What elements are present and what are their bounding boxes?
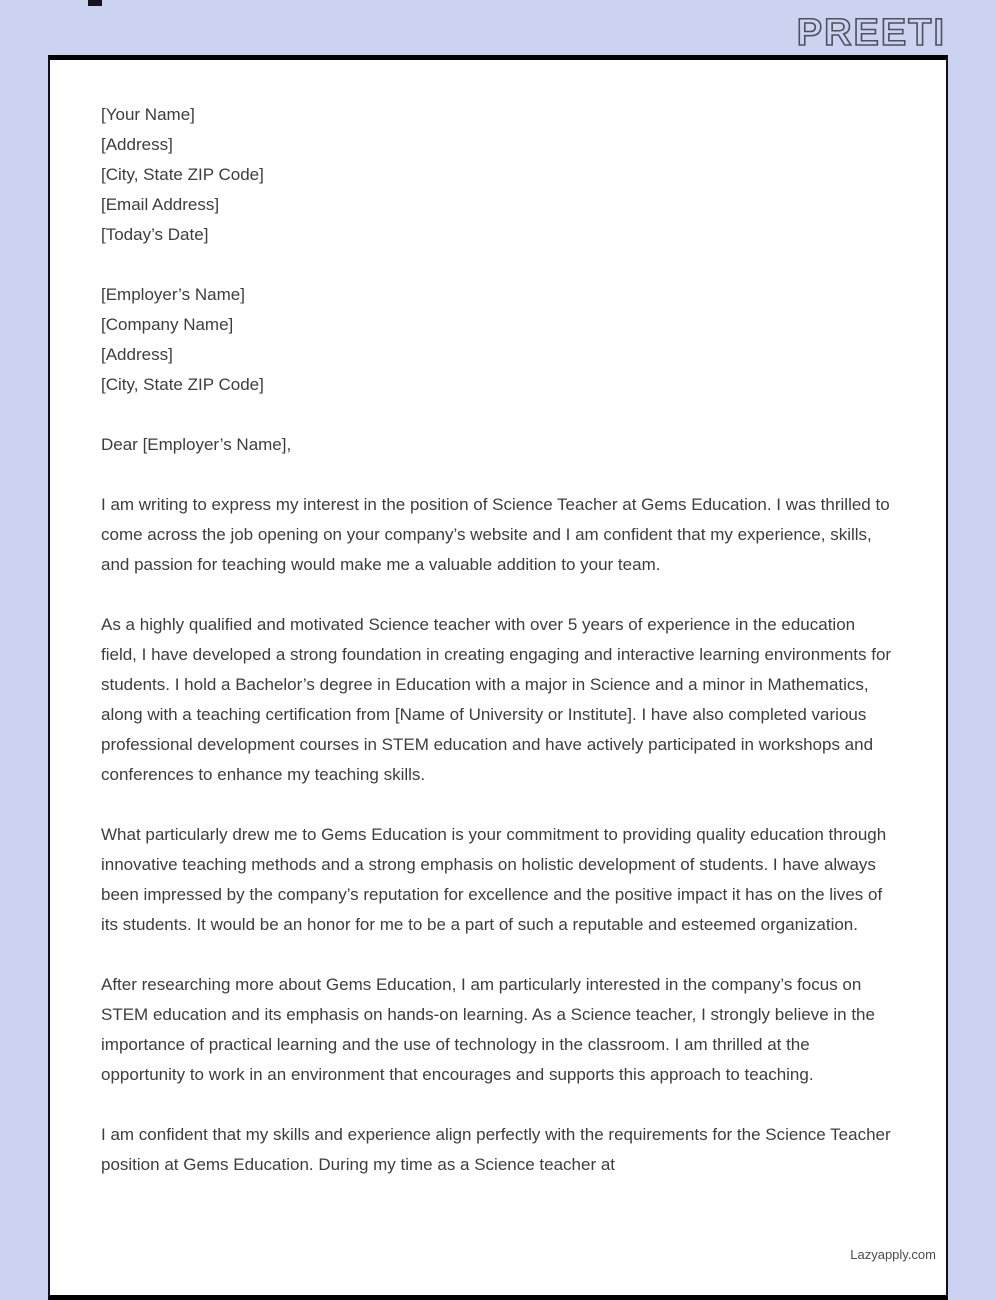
artifact-mark (88, 0, 102, 6)
letter-paragraph-motivation: What particularly drew me to Gems Education is your commitment to providing quality education through innovative teaching methods and a strong emphasis on holistic development of students. I have always been impressed by the company’s reputation for excellence and the positive impact it has on the lives of its students. It would be an honor for me to be a part of such a reputable and esteemed organization. (101, 825, 887, 934)
watermark-lazyapply: Lazyapply.com (850, 1247, 936, 1262)
brand-logo-preeti: PREETI (796, 12, 946, 54)
recipient-city-state-zip: [City, State ZIP Code] (101, 375, 264, 394)
letter-paragraph-fit: I am confident that my skills and experience align perfectly with the requirements for the Science Teacher position at Gems Education. During my time as a Science teacher at (101, 1125, 891, 1174)
letter-paragraph-qualifications: As a highly qualified and motivated Science teacher with over 5 years of experience in the education field, I have developed a strong foundation in creating engaging and interactive learning environments for students. I hold a Bachelor’s degree in Education with a major in Science and a minor in Mathematics, along with a teaching certification from [Name of University or Institute]. I have also completed various professional development courses in STEM education and have actively participated in workshops and conferences to enhance my teaching skills. (101, 615, 892, 784)
salutation: Dear [Employer’s Name], (101, 435, 292, 454)
recipient-name: [Employer’s Name] (101, 285, 245, 304)
sender-address-block (101, 100, 894, 250)
letter-content (50, 60, 946, 1180)
recipient-company: [Company Name] (101, 315, 234, 334)
sender-address: [Address] (101, 135, 173, 154)
sender-email: [Email Address] (101, 195, 220, 214)
sender-name: [Your Name] (101, 105, 195, 124)
cover-letter-page (48, 55, 948, 1300)
recipient-address-block (101, 280, 894, 400)
letter-paragraph-company-research: After researching more about Gems Education, I am particularly interested in the company’s focus on STEM education and its emphasis on hands-on learning. As a Science teacher, I strongly believe in the importance of practical learning and the use of technology in the classroom. I am thrilled at the opportunity to work in an environment that encourages and supports this approach to teaching. (101, 975, 875, 1084)
letter-date: [Today’s Date] (101, 225, 209, 244)
letter-paragraph-intro: I am writing to express my interest in the position of Science Teacher at Gems Education. I was thrilled to come across the job opening on your company’s website and I am confident that my experience, skills, and passion for teaching would make me a valuable addition to your team. (101, 495, 890, 574)
sender-city-state-zip: [City, State ZIP Code] (101, 165, 264, 184)
recipient-address: [Address] (101, 345, 173, 364)
